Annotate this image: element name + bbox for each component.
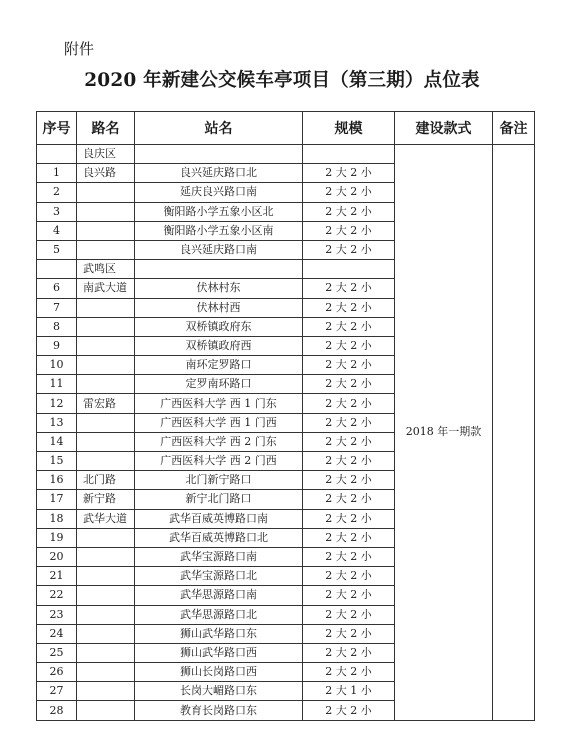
header-seq: 序号 <box>37 112 77 145</box>
seq-cell: 20 <box>37 547 77 566</box>
seq-cell: 21 <box>37 567 77 586</box>
station-cell: 武华宝源路口南 <box>135 547 303 566</box>
station-cell <box>135 145 303 164</box>
road-cell <box>77 452 135 471</box>
station-cell: 武华百威英博路口北 <box>135 528 303 547</box>
road-cell <box>77 298 135 317</box>
header-scale: 规模 <box>303 112 395 145</box>
station-cell: 衡阳路小学五象小区南 <box>135 221 303 240</box>
station-cell: 延庆良兴路口南 <box>135 183 303 202</box>
scale-cell: 2 大 2 小 <box>303 221 395 240</box>
road-cell <box>77 432 135 451</box>
seq-cell: 2 <box>37 183 77 202</box>
note-cell <box>493 145 535 721</box>
road-cell <box>77 701 135 720</box>
road-cell <box>77 528 135 547</box>
seq-cell: 27 <box>37 682 77 701</box>
scale-cell: 2 大 2 小 <box>303 317 395 336</box>
table-body <box>37 145 535 721</box>
road-cell: 雷宏路 <box>77 394 135 413</box>
seq-cell: 22 <box>37 586 77 605</box>
header-station: 站名 <box>135 112 303 145</box>
road-cell <box>77 183 135 202</box>
scale-cell: 2 大 2 小 <box>303 567 395 586</box>
scale-cell: 2 大 2 小 <box>303 509 395 528</box>
station-cell: 良兴延庆路口北 <box>135 164 303 183</box>
construction-style-cell: 2018 年一期款 <box>395 145 493 721</box>
station-cell: 双桥镇政府东 <box>135 317 303 336</box>
road-cell: 良兴路 <box>77 164 135 183</box>
road-cell <box>77 356 135 375</box>
scale-cell <box>303 260 395 279</box>
scale-cell: 2 大 2 小 <box>303 375 395 394</box>
seq-cell: 19 <box>37 528 77 547</box>
station-cell: 双桥镇政府西 <box>135 336 303 355</box>
road-cell <box>77 624 135 643</box>
station-cell: 长岗大嵋路口东 <box>135 682 303 701</box>
scale-cell: 2 大 2 小 <box>303 413 395 432</box>
scale-cell: 2 大 2 小 <box>303 605 395 624</box>
scale-cell: 2 大 2 小 <box>303 240 395 259</box>
seq-cell: 4 <box>37 221 77 240</box>
scale-cell: 2 大 2 小 <box>303 183 395 202</box>
road-cell <box>77 317 135 336</box>
scale-cell: 2 大 2 小 <box>303 298 395 317</box>
road-cell <box>77 240 135 259</box>
scale-cell: 2 大 2 小 <box>303 336 395 355</box>
station-cell: 教育长岗路口东 <box>135 701 303 720</box>
seq-cell: 17 <box>37 490 77 509</box>
scale-cell: 2 大 2 小 <box>303 164 395 183</box>
station-cell: 武华宝源路口北 <box>135 567 303 586</box>
seq-cell: 1 <box>37 164 77 183</box>
station-cell: 新宁北门路口 <box>135 490 303 509</box>
road-cell <box>77 682 135 701</box>
seq-cell <box>37 145 77 164</box>
scale-cell: 2 大 2 小 <box>303 701 395 720</box>
station-cell <box>135 260 303 279</box>
seq-cell: 14 <box>37 432 77 451</box>
seq-cell: 23 <box>37 605 77 624</box>
scale-cell: 2 大 2 小 <box>303 490 395 509</box>
table-header-row <box>37 112 535 145</box>
scale-cell: 2 大 1 小 <box>303 682 395 701</box>
station-cell: 广西医科大学 西 2 门西 <box>135 452 303 471</box>
scale-cell: 2 大 2 小 <box>303 202 395 221</box>
scale-cell: 2 大 2 小 <box>303 432 395 451</box>
station-cell: 广西医科大学 西 2 门东 <box>135 432 303 451</box>
seq-cell: 3 <box>37 202 77 221</box>
scale-cell: 2 大 2 小 <box>303 663 395 682</box>
seq-cell: 12 <box>37 394 77 413</box>
scale-cell: 2 大 2 小 <box>303 528 395 547</box>
road-cell: 新宁路 <box>77 490 135 509</box>
seq-cell: 25 <box>37 643 77 662</box>
scale-cell: 2 大 2 小 <box>303 586 395 605</box>
station-cell: 北门新宁路口 <box>135 471 303 490</box>
road-cell <box>77 413 135 432</box>
header-note: 备注 <box>493 112 535 145</box>
seq-cell: 15 <box>37 452 77 471</box>
road-cell: 良庆区 <box>77 145 135 164</box>
scale-cell: 2 大 2 小 <box>303 279 395 298</box>
scale-cell <box>303 145 395 164</box>
seq-cell: 11 <box>37 375 77 394</box>
seq-cell: 13 <box>37 413 77 432</box>
scale-cell: 2 大 2 小 <box>303 356 395 375</box>
station-cell: 武华百威英博路口南 <box>135 509 303 528</box>
seq-cell: 9 <box>37 336 77 355</box>
scale-cell: 2 大 2 小 <box>303 394 395 413</box>
seq-cell: 8 <box>37 317 77 336</box>
seq-cell: 10 <box>37 356 77 375</box>
road-cell <box>77 586 135 605</box>
station-cell: 伏林村东 <box>135 279 303 298</box>
scale-cell: 2 大 2 小 <box>303 643 395 662</box>
road-cell <box>77 202 135 221</box>
seq-cell: 24 <box>37 624 77 643</box>
table-row <box>37 145 535 164</box>
station-cell: 伏林村西 <box>135 298 303 317</box>
station-cell: 广西医科大学 西 1 门东 <box>135 394 303 413</box>
road-cell <box>77 663 135 682</box>
scale-cell: 2 大 2 小 <box>303 547 395 566</box>
station-cell: 广西医科大学 西 1 门西 <box>135 413 303 432</box>
attachment-label: 附件 <box>64 40 95 58</box>
seq-cell: 18 <box>37 509 77 528</box>
station-cell: 南环定罗路口 <box>135 356 303 375</box>
road-cell <box>77 375 135 394</box>
seq-cell: 28 <box>37 701 77 720</box>
road-cell <box>77 643 135 662</box>
seq-cell: 16 <box>37 471 77 490</box>
road-cell: 南武大道 <box>77 279 135 298</box>
seq-cell: 5 <box>37 240 77 259</box>
road-cell: 武华大道 <box>77 509 135 528</box>
document-title: 2020 年新建公交候车亭项目（第三期）点位表 <box>84 70 480 91</box>
seq-cell: 7 <box>37 298 77 317</box>
station-cell: 狮山武华路口东 <box>135 624 303 643</box>
station-cell: 定罗南环路口 <box>135 375 303 394</box>
road-cell <box>77 547 135 566</box>
scale-cell: 2 大 2 小 <box>303 624 395 643</box>
road-cell <box>77 605 135 624</box>
road-cell: 武鸣区 <box>77 260 135 279</box>
station-cell: 武华思源路口南 <box>135 586 303 605</box>
scale-cell: 2 大 2 小 <box>303 471 395 490</box>
station-cell: 良兴延庆路口南 <box>135 240 303 259</box>
road-cell <box>77 336 135 355</box>
road-cell: 北门路 <box>77 471 135 490</box>
station-cell: 武华思源路口北 <box>135 605 303 624</box>
bus-shelter-table <box>36 111 535 721</box>
header-road: 路名 <box>77 112 135 145</box>
seq-cell <box>37 260 77 279</box>
seq-cell: 26 <box>37 663 77 682</box>
seq-cell: 6 <box>37 279 77 298</box>
station-cell: 狮山长岗路口西 <box>135 663 303 682</box>
station-cell: 衡阳路小学五象小区北 <box>135 202 303 221</box>
scale-cell: 2 大 2 小 <box>303 452 395 471</box>
road-cell <box>77 221 135 240</box>
header-style: 建设款式 <box>395 112 493 145</box>
station-cell: 狮山武华路口西 <box>135 643 303 662</box>
road-cell <box>77 567 135 586</box>
